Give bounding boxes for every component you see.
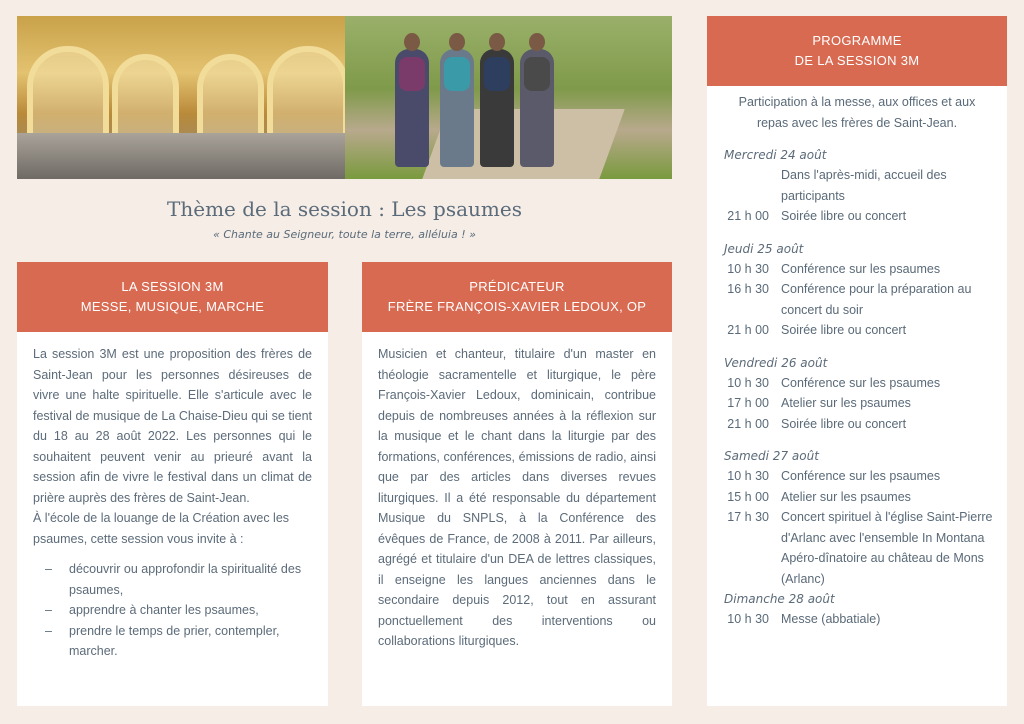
- cloister-photo: [17, 16, 345, 179]
- session-heading-line2: MESSE, MUSIQUE, MARCHE: [80, 299, 265, 314]
- day-title: Jeudi 25 août: [724, 241, 804, 256]
- schedule-row: 15 h 00 Atelier sur les psaumes: [727, 489, 911, 504]
- day-block: [707, 446, 1007, 589]
- session-paragraph-2: À l'école de la louange de la Création avec les psaumes, cette session vous invite à :: [33, 511, 290, 546]
- predicateur-heading-line2: FRÈRE FRANÇOIS-XAVIER LEDOUX, OP: [387, 299, 647, 314]
- schedule-row: 21 h 00 Soirée libre ou concert: [727, 416, 907, 431]
- day-block: [707, 353, 1007, 435]
- schedule-row: 16 h 30 Conférence pour la préparation au concert du soir: [727, 282, 972, 317]
- list-item: – découvrir ou approfondir la spiritualité des psaumes,: [45, 562, 302, 597]
- programme-panel: [707, 16, 1007, 706]
- schedule-row: 17 h 30 Concert spirituel à l'église Saint-Pierre d'Arlanc avec l'ensemble In Montana Apéro-dînatoire au château de Mons (Arlanc): [727, 510, 993, 586]
- predicateur-panel: [362, 262, 672, 706]
- day-title: Mercredi 24 août: [724, 148, 827, 162]
- schedule-row: Dans l'après-midi, accueil des participants: [781, 168, 947, 203]
- list-item: – apprendre à chanter les psaumes,: [45, 603, 259, 617]
- schedule-row: 17 h 00 Atelier sur les psaumes: [727, 396, 911, 410]
- day-block: [707, 145, 1007, 227]
- day-block: [707, 589, 1007, 630]
- day-title: Samedi 27 août: [724, 449, 819, 463]
- schedule-row: 21 h 00 Soirée libre ou concert: [727, 209, 907, 223]
- programme-intro: Participation à la messe, aux offices et aux repas avec les frères de Saint-Jean.: [738, 95, 976, 130]
- day-title: Vendredi 26 août: [724, 355, 828, 370]
- session-bullet-list: [33, 559, 312, 662]
- day-block: [707, 239, 1007, 341]
- predicateur-heading: [362, 262, 672, 332]
- session-paragraph-1: La session 3M est une proposition des frères de Saint-Jean pour les personnes désireuses de vivre une halte spirituelle. Elle s'articule avec le festival de musique de La Chaise-Dieu qui se tient du 18 au 28 août 2022. Les personnes qui le souhaitent peuvent venir au prieuré avant la session afin de vivre le festival dans un climat de prière auprès des frères de Saint-Jean.: [33, 347, 312, 505]
- schedule-row: 10 h 30 Messe (abbatiale): [727, 612, 881, 626]
- session-panel: [17, 262, 328, 706]
- session-heading: [17, 262, 328, 332]
- programme-heading: [707, 16, 1007, 86]
- predicateur-bio: Musicien et chanteur, titulaire d'un master en théologie sacramentelle et liturgique, le père François-Xavier Ledoux, dominicain, contribue depuis de nombreuses années à la réflexion sur la musique et le chant dans la liturgie par des formations, conférences, émissions de radio, ainsi que par des articles dans diverses revues liturgiques. Il a été responsable du département Musique du SNPLS, à la Conférence des évêques de France, de 2008 à 2011. Par ailleurs, agrégé et titulaire d'un DEA de lettres classiques, il enseigne les langues anciennes dans le secondaire depuis 2012, tout en assurant ponctuellement des interventions ou collaborations liturgiques.: [378, 347, 656, 648]
- session-heading-line1: LA SESSION 3M: [121, 279, 224, 294]
- programme-heading-line2: DE LA SESSION 3M: [794, 53, 920, 68]
- schedule-row: 10 h 30 Conférence sur les psaumes: [727, 261, 941, 276]
- theme-title: Thème de la session : Les psaumes: [167, 197, 522, 221]
- schedule-row: 10 h 30 Conférence sur les psaumes: [727, 469, 941, 483]
- schedule-row: 10 h 30 Conférence sur les psaumes: [727, 375, 941, 390]
- programme-heading-line1: PROGRAMME: [812, 33, 902, 48]
- hikers-photo: [345, 16, 672, 179]
- predicateur-heading-line1: PRÉDICATEUR: [469, 279, 565, 294]
- schedule-row: 21 h 00 Soirée libre ou concert: [727, 323, 907, 337]
- day-title: Dimanche 28 août: [724, 592, 835, 606]
- list-item: – prendre le temps de prier, contempler, marcher.: [45, 623, 280, 658]
- theme-quote: « Chante au Seigneur, toute la terre, alléluia ! »: [213, 228, 476, 241]
